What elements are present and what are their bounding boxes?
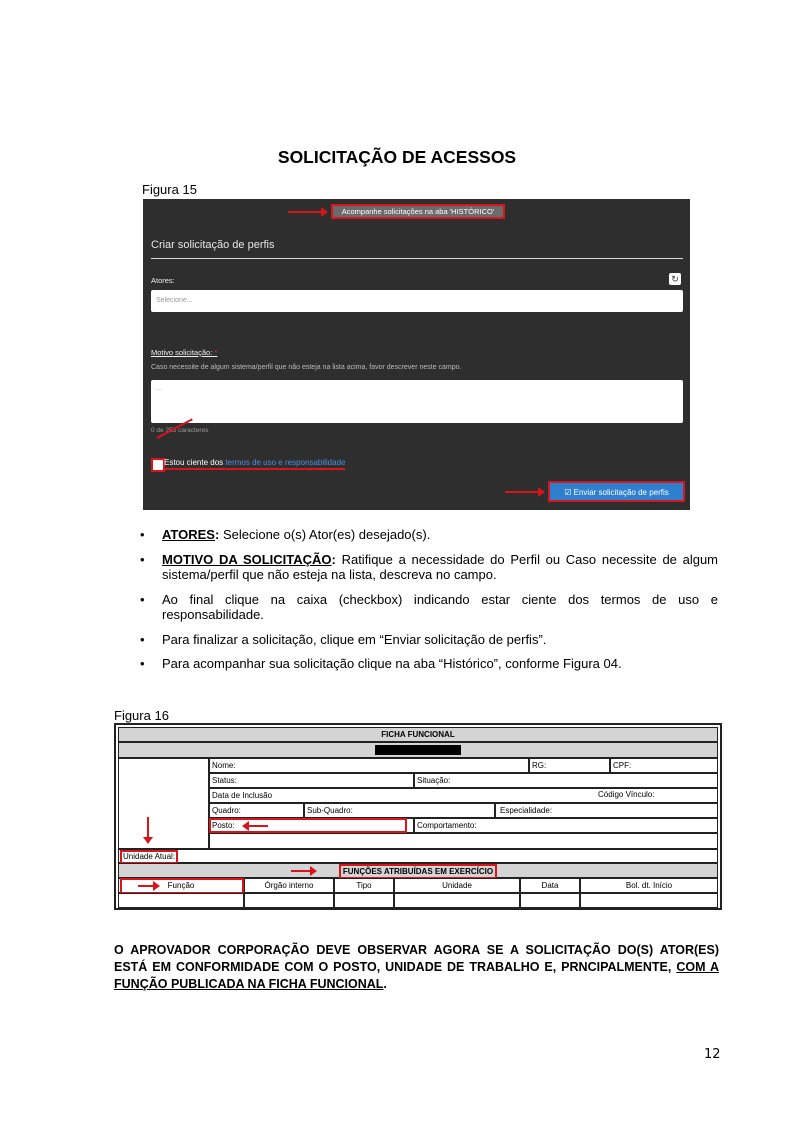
col-data: Data [520,878,580,893]
form-heading: Criar solicitação de perfis [151,239,275,251]
send-button-label: Enviar solicitação de perfis [573,488,669,497]
posto-highlight [209,818,407,833]
motivo-textarea[interactable]: ... [151,380,683,423]
heading-divider [151,258,683,259]
list-item: • MOTIVO DA SOLICITAÇÃO: Ratifique a necessidade do Perfil ou Caso necessite de algum sistema/perfil que não esteja na lista, descreva no campo. [140,551,718,582]
comportamento-field: Comportamento: [414,818,718,833]
codigo-vinculo-field: Código Vínculo: [598,790,655,799]
motivo-label [151,348,217,357]
unidade-atual-field [118,849,718,863]
blank-row [209,833,718,849]
top-link-arrow [288,211,326,213]
nome-field: Nome: [209,758,529,773]
table-row [580,893,718,908]
funcoes-header [118,863,718,878]
col-unidade: Unidade [394,878,520,893]
bullet-key: MOTIVO DA SOLICITAÇÃO [162,551,332,567]
table-row [334,893,394,908]
unidade-down-arrow [147,817,149,839]
motivo-hint: Caso necessite de algum sistema/perfil que não esteja na lista acima, favor descrever neste campo. [151,364,462,371]
situacao-field: Situação: [414,773,718,788]
especialidade-field: Especialidade: [495,803,718,818]
redacted-bar [375,745,461,755]
request-form-screenshot [143,199,690,510]
unidade-atual-label: Unidade Atual: [120,850,178,864]
send-button-arrow [505,491,543,493]
photo-cell [118,758,209,849]
page-title: SOLICITAÇÃO DE ACESSOS [277,147,517,167]
terms-link[interactable]: termos de uso e responsabilidade [225,458,346,467]
table-row [520,893,580,908]
instruction-list [136,527,718,681]
table-row [118,893,244,908]
list-item: • Para acompanhar sua solicitação clique na aba “Histórico”, conforme Figura 04. [140,656,622,671]
check-square-icon: ☑ [564,488,572,497]
table-row [394,893,520,908]
posto-field: Posto: [209,818,414,833]
unidade-arrowhead [143,837,153,844]
refresh-icon[interactable]: ↻ [669,273,681,285]
figure-16-caption: Figura 16 [114,708,169,723]
terms-prefix: Estou ciente dos [164,458,224,467]
history-tab-link[interactable]: Acompanhe solicitações na aba 'HISTÓRICO' [331,204,505,219]
cpf-field: CPF: [610,758,718,773]
ficha-funcional-form [114,723,722,910]
page-number: 12 [704,1047,721,1062]
col-orgao-interno: Órgão interno [244,878,334,893]
list-item: • ATORES: Selecione o(s) Ator(es) desejado(s). [140,527,431,542]
list-item: • Ao final clique na caixa (checkbox) indicando estar ciente dos termos de uso e responsabilidade. [140,591,718,622]
funcoes-arrow [291,870,315,872]
terms-checkbox[interactable] [151,458,165,472]
bullet-key: ATORES [162,527,215,542]
status-field: Status: [209,773,414,788]
required-marker: * [214,348,218,357]
data-inclusao-field: Data de Inclusão [209,788,718,803]
table-row [244,893,334,908]
closing-paragraph: O APROVADOR CORPORAÇÃO DEVE OBSERVAR AGORA SE A SOLICITAÇÃO DO(S) ATOR(ES) ESTÁ EM CONFORMIDADE COM O POSTO, UNIDADE DE TRABALHO E, PRNCIPALMENTE, COM A FUNÇÃO PUBLICADA NA FICHA FUNCIONAL. [114,943,719,991]
list-item: • Para finalizar a solicitação, clique em “Enviar solicitação de perfis”. [140,631,547,647]
send-request-button[interactable] [548,481,685,502]
col-funcao: Função [118,878,244,893]
atores-label: Atores: [151,276,175,285]
col-tipo: Tipo [334,878,394,893]
motivo-label-text: Motivo solicitação: [151,348,213,357]
quadro-field: Quadro: [209,803,304,818]
closing-underlined: COM A FUNÇÃO PUBLICADA NA FICHA FUNCIONAL [114,960,719,991]
col-bol-dt-inicio: Bol. dt. Início [580,878,718,893]
sub-quadro-field: Sub-Quadro: [304,803,495,818]
terms-label [164,458,345,470]
char-counter: 0 de 255 caracteres [151,427,209,434]
funcoes-title: FUNÇÕES ATRIBUÍDAS EM EXERCÍCIO [339,864,497,879]
posto-arrow [244,825,268,827]
rg-field: RG: [529,758,610,773]
funcao-arrow [138,885,158,887]
atores-select[interactable]: Selecione... [151,290,683,312]
form-title: FICHA FUNCIONAL [118,727,718,742]
name-band [118,742,718,758]
figure-15-caption: Figura 15 [142,182,197,197]
